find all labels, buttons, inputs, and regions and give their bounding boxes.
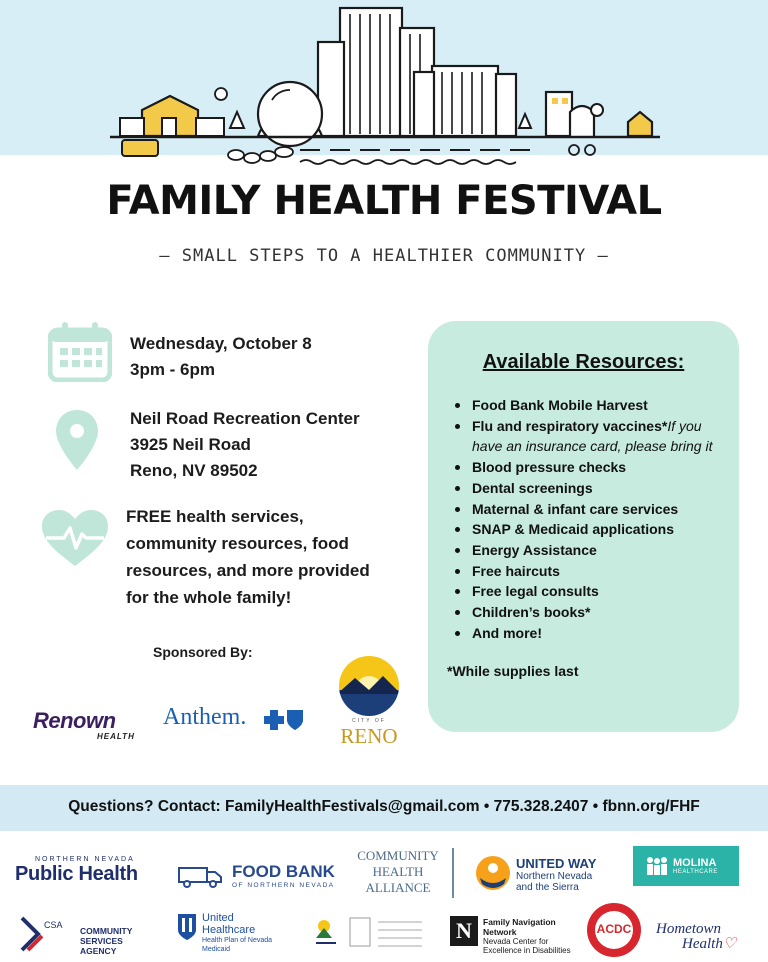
- united-way-logo: UNITED WAY Northern Nevada and the Sierra: [474, 854, 604, 896]
- nevada-n-icon: N: [450, 916, 478, 946]
- resource-item: Blood pressure checks: [450, 457, 735, 478]
- event-date-block: [130, 331, 312, 383]
- united-way-hand-icon: [474, 854, 512, 892]
- location-pin-icon: [54, 408, 100, 472]
- heart-icon: ♡: [722, 936, 737, 952]
- molina-healthcare-logo: MOLINA HEALTHCARE: [633, 846, 739, 886]
- uhc-shield-icon: [176, 912, 198, 942]
- event-description: FREE health services, community resources, food resources, and more provided for the whole family!: [126, 507, 370, 607]
- resource-item: Children’s books*: [450, 602, 735, 623]
- anthem-logo: Anthem.: [163, 704, 308, 736]
- community-services-agency-logo: CSA COMMUNITY SERVICES AGENCY: [18, 914, 158, 954]
- family-people-icon: [645, 856, 669, 876]
- resource-item: Energy Assistance: [450, 540, 735, 561]
- northern-nevada-public-health-logo: NORTHERN NEVADA Public Health: [15, 856, 138, 885]
- resource-item: SNAP & Medicaid applications: [450, 519, 735, 540]
- contact-info: Questions? Contact: FamilyHealthFestivals@gmail.com • 775.328.2407 • fbnn.org/FHF: [68, 798, 700, 815]
- resources-title: Available Resources:: [482, 351, 685, 373]
- resource-item: Maternal & infant care services: [450, 499, 735, 520]
- venue-name: Neil Road Recreation Center: [130, 409, 360, 428]
- unitedhealthcare-logo: United Healthcare Health Plan of Nevada Medicaid: [176, 912, 306, 958]
- community-health-alliance-logo: COMMUNITY HEALTH ALLIANCE: [352, 848, 454, 898]
- venue-street: 3925 Neil Road: [130, 435, 251, 454]
- venue-city: Reno, NV 89502: [130, 461, 258, 480]
- food-bank-logo: FOOD BANK OF NORTHERN NEVADA: [178, 862, 340, 892]
- contact-bar: [0, 785, 768, 831]
- delivery-truck-icon: [178, 862, 224, 888]
- event-tagline: — SMALL STEPS TO A HEALTHIER COMMUNITY —: [159, 246, 609, 266]
- event-date: Wednesday, October 8: [130, 334, 312, 353]
- city-of-reno-logo: CITY OF RENO: [337, 654, 401, 748]
- sponsored-by-heading: Sponsored By:: [153, 644, 253, 660]
- available-resources-panel: [428, 321, 739, 732]
- flu-note: If you have an insurance card, please bring it: [472, 417, 713, 455]
- resource-item: Food Bank Mobile Harvest: [450, 395, 735, 416]
- blue-cross-blue-shield-icon: [263, 708, 305, 730]
- resource-item: Free legal consults: [450, 581, 735, 602]
- heartbeat-icon: [40, 508, 110, 568]
- renown-health-logo: Renown HEALTH: [33, 708, 135, 741]
- event-venue-block: [130, 406, 360, 484]
- event-time: 3pm - 6pm: [130, 360, 216, 379]
- school-district-partners-logo: [312, 912, 440, 956]
- family-navigation-network-logo: N Family Navigation Network Nevada Center for Excellence in Disabilities: [450, 916, 590, 950]
- reno-seal-icon: [337, 654, 401, 718]
- acdc-logo: ACDC: [586, 902, 642, 958]
- supplies-footnote: *While supplies last: [447, 663, 579, 679]
- city-skyline-illustration: [0, 0, 768, 170]
- resources-list: [450, 395, 735, 643]
- hometown-health-logo: Hometown Health♡: [656, 921, 737, 952]
- resource-item: Dental screenings: [450, 478, 735, 499]
- calendar-icon: [48, 322, 112, 382]
- resource-item: Free haircuts: [450, 561, 735, 582]
- event-title: FAMILY HEALTH FESTIVAL: [106, 178, 662, 224]
- resource-item: And more!: [450, 623, 735, 644]
- resource-item: Flu and respiratory vaccines*If you have an insurance card, please bring it: [450, 416, 735, 457]
